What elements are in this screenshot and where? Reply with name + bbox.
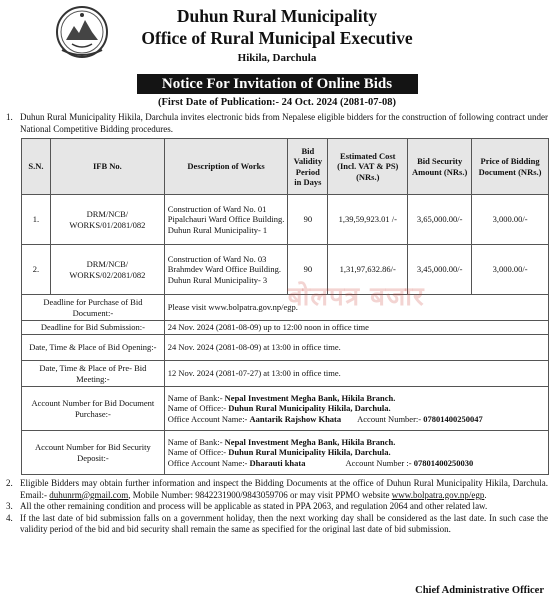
email-link[interactable]: duhunrm@gmail.com [49, 489, 129, 500]
ifb-line: DRM/NCB/ [86, 209, 129, 219]
paragraph-4 [6, 513, 548, 536]
desc-line: Construction of Ward No. 01 [167, 203, 267, 214]
office-label: Name of Office:- [167, 403, 229, 414]
security-account-label: Account Number for Bid Security Deposit:- [22, 431, 165, 475]
header-ifb: IFB No. [50, 139, 164, 195]
desc-line: Brahmdev Ward Office Building. [167, 264, 282, 275]
header-sn: S.N. [22, 139, 51, 195]
submission-deadline-value: 24 Nov. 2024 (2081-08-09) up to 12:00 noon in office time [164, 321, 548, 335]
info-row-purchase-account [22, 387, 549, 431]
office-value: Duhun Rural Municipality Hikila, Darchula. [228, 403, 391, 414]
paragraph-3 [6, 501, 548, 513]
paragraph-1 [6, 112, 548, 135]
header [6, 0, 548, 72]
account-number: 07801400250047 [423, 413, 483, 424]
row-doc-price: 3,000.00/- [472, 195, 549, 245]
bank-name: Nepal Investment Megha Bank, Hikila Branch. [224, 436, 396, 447]
account-number-label: Account Number:- [357, 413, 424, 424]
account-line [168, 458, 545, 469]
signature: Chief Administrative Officer [415, 585, 544, 596]
office-value: Duhun Rural Municipality Hikila, Darchula. [228, 447, 391, 458]
security-account-value [164, 431, 548, 475]
ifb-line: WORKS/01/2081/082 [69, 219, 146, 230]
bank-label: Name of Bank:- [167, 392, 225, 403]
info-row-opening [22, 335, 549, 361]
paragraph-text [20, 478, 548, 501]
info-row-security-account [22, 431, 549, 475]
info-row-prebid [22, 361, 549, 387]
ifb-line: DRM/NCB/ [86, 259, 129, 269]
publication-date: (First Date of Publication:- 24 Oct. 2024 (2081-07-08) [158, 97, 396, 108]
bank-line [168, 437, 545, 448]
account-number-label: Account Number :- [345, 457, 414, 468]
account-name-label: Office Account Name:- [167, 413, 250, 424]
account-name-label: Office Account Name:- [167, 457, 250, 468]
paragraph-text: If the last date of bid submission falls on a government holiday, then the next working day shall be considered as the last date. In such case the validity period of the bid and bid security shall remain the same as specified for the original last date of bid submission. [20, 512, 548, 534]
ifb-line: WORKS/02/2081/082 [69, 269, 146, 280]
header-security: Bid Security Amount (NRs.) [408, 139, 472, 195]
purchase-deadline-value [164, 282, 548, 321]
office-name: Office of Rural Municipal Executive [141, 28, 413, 48]
org-name: Duhun Rural Municipality [176, 6, 378, 26]
office-location: Hikila, Darchula [237, 52, 317, 64]
row-cost: 1,31,97,632.86/- [328, 245, 408, 295]
row-cost: 1,39,59,923.01 /- [328, 195, 408, 245]
paragraph-number: 2. [6, 478, 13, 488]
bank-name: Nepal Investment Megha Bank, Hikila Branch. [224, 392, 396, 403]
office-line [168, 403, 545, 414]
purchase-account-label: Account Number for Bid Document Purchase:- [22, 387, 165, 431]
header-cost: Estimated Cost (Incl. VAT & PS) (NRs.) [328, 139, 408, 195]
info-row-purchase-deadline [22, 295, 549, 321]
paragraph-2 [6, 478, 548, 501]
paragraph-number: 1. [6, 112, 13, 122]
row-description [164, 245, 288, 295]
header-doc-price: Price of Bidding Document (NRs.) [472, 139, 549, 195]
header-validity: Bid Validity Period in Days [288, 139, 328, 195]
opening-value: 24 Nov. 2024 (2081-08-09) at 13:00 in office time. [164, 335, 548, 361]
watermark: बोलपत्र बजार [287, 282, 425, 313]
desc-line: Duhun Rural Municipality- 3 [167, 274, 268, 285]
purchase-deadline-text: Please visit www.bolpatra.gov.np/egp. [167, 302, 298, 313]
info-row-submission-deadline [22, 321, 549, 335]
paragraph-number: 4. [6, 512, 13, 523]
paragraph-text-part: . [484, 489, 487, 500]
bank-label: Name of Bank:- [167, 436, 225, 447]
table-header-row [22, 139, 549, 195]
bid-table [21, 138, 549, 475]
row-validity: 90 [288, 245, 328, 295]
paragraph-text: All the other remaining condition and process will be applicable as stated in PPA 2063, and regulation 2064 and other related law. [20, 501, 488, 511]
opening-label: Date, Time & Place of Bid Opening:- [22, 335, 165, 361]
header-description: Description of Works [164, 139, 288, 195]
purchase-deadline-label: Deadline for Purchase of Bid Document:- [22, 295, 165, 321]
row-security: 3,65,000.00/- [408, 195, 472, 245]
row-sn: 2. [22, 245, 51, 295]
row-description [164, 195, 288, 245]
prebid-label: Date, Time & Place of Pre- Bid Meeting:- [22, 361, 165, 387]
paragraph-text-part: , Mobile Number: 9842231900/9843059706 or may visit PPMO website [128, 489, 392, 500]
desc-line: Duhun Rural Municipality- 1 [167, 224, 268, 235]
notice-title: Notice For Invitation of Online Bids [137, 74, 418, 94]
account-line [168, 414, 545, 425]
row-sn: 1. [22, 195, 51, 245]
paragraph-text: Duhun Rural Municipality Hikila, Darchula invites electronic bids from Nepalese eligible bidders for the construction of following contract under National Competitive Bidding procedures. [20, 112, 548, 134]
purchase-account-value [164, 387, 548, 431]
paragraph-text-part: Eligible Bidders may obtain further information and inspect the Bidding Documents at the office of Duhun Rural Municipality Hikila, Darchula. Email:- [20, 478, 548, 500]
prebid-value: 12 Nov. 2024 (2081-07-27) at 13:00 in office time. [164, 361, 548, 387]
desc-line: Construction of Ward No. 03 [167, 253, 267, 264]
row-ifb [50, 245, 164, 295]
row-ifb [50, 195, 164, 245]
table-row [22, 245, 549, 295]
desc-line: Pipalchauri Ward Office Building. [167, 214, 285, 225]
account-name: Aantarik Rajshow Khata [249, 413, 342, 424]
row-validity: 90 [288, 195, 328, 245]
office-label: Name of Office:- [167, 447, 229, 458]
account-name: Dharauti khata [249, 457, 306, 468]
paragraph-number: 3. [6, 501, 13, 511]
submission-deadline-label: Deadline for Bid Submission:- [22, 321, 165, 335]
row-doc-price: 3,000.00/- [472, 245, 549, 295]
website-link[interactable]: www.bolpatra.gov.np/egp [391, 489, 485, 500]
office-line [168, 447, 545, 458]
table-row [22, 195, 549, 245]
bank-line [168, 393, 545, 404]
account-number: 07801400250030 [413, 457, 474, 468]
row-security: 3,45,000.00/- [408, 245, 472, 295]
